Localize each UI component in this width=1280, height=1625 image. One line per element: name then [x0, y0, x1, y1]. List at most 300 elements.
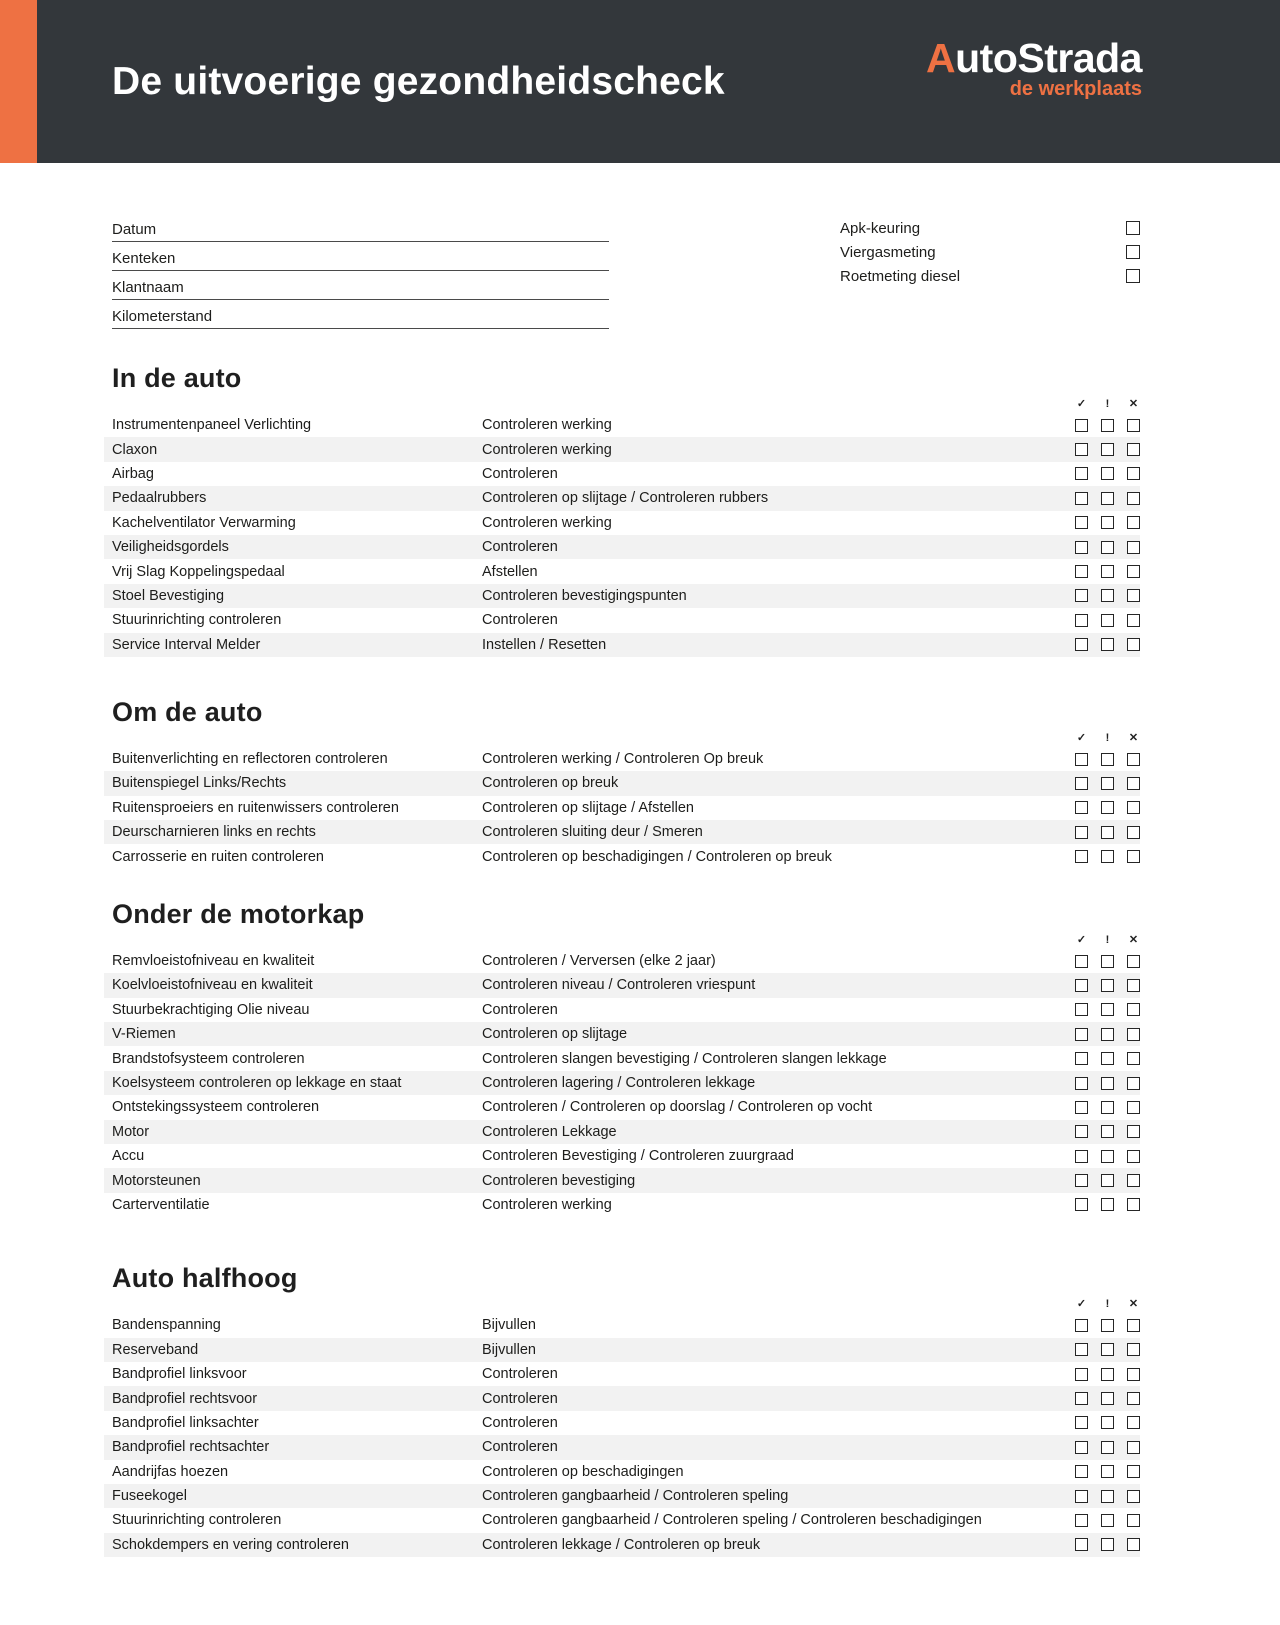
check-ok-checkbox[interactable]: [1075, 1101, 1088, 1114]
check-warn-checkbox[interactable]: [1101, 589, 1114, 602]
check-group: [1075, 541, 1140, 554]
check-column-header: [104, 397, 1140, 411]
table-row: [104, 796, 1140, 820]
check-fail-checkbox[interactable]: [1127, 1028, 1140, 1041]
check-ok-checkbox[interactable]: [1075, 638, 1088, 651]
check-group: [1075, 443, 1140, 456]
option-label: Viergasmeting: [840, 243, 936, 261]
check-fail-checkbox[interactable]: [1127, 1125, 1140, 1138]
check-fail-checkbox[interactable]: [1127, 1392, 1140, 1405]
check-fail-checkbox[interactable]: [1127, 492, 1140, 505]
check-group: [1075, 955, 1140, 968]
check-warn-checkbox[interactable]: [1101, 1174, 1114, 1187]
check-warn-checkbox[interactable]: [1101, 753, 1114, 766]
item-label: Brandstofsysteem controleren: [112, 1050, 305, 1067]
check-fail-checkbox[interactable]: [1127, 1150, 1140, 1163]
item-label: Remvloeistofniveau en kwaliteit: [112, 953, 315, 970]
check-ok-checkbox[interactable]: [1075, 777, 1088, 790]
check-warn-checkbox[interactable]: [1101, 1514, 1114, 1527]
section-rows: [104, 413, 1140, 657]
check-warn-checkbox[interactable]: [1101, 1392, 1114, 1405]
check-ok-checkbox[interactable]: [1075, 850, 1088, 863]
check-fail-checkbox[interactable]: [1127, 1077, 1140, 1090]
action-label: Controleren op slijtage / Controleren rubbers: [482, 490, 769, 507]
table-row: [104, 1533, 1140, 1557]
check-group: [1075, 467, 1140, 480]
item-label: Schokdempers en vering controleren: [112, 1536, 349, 1553]
table-row: [104, 486, 1140, 510]
check-group: [1075, 777, 1140, 790]
table-row: [104, 1435, 1140, 1459]
check-ok-checkbox[interactable]: [1075, 1052, 1088, 1065]
item-label: Fuseekogel: [112, 1488, 187, 1505]
check-fail-checkbox[interactable]: [1127, 467, 1140, 480]
check-warn-checkbox[interactable]: [1101, 1198, 1114, 1211]
action-label: Controleren / Verversen (elke 2 jaar): [482, 953, 716, 970]
check-group: [1075, 1125, 1140, 1138]
check-group: [1075, 1392, 1140, 1405]
check-fail-checkbox[interactable]: [1127, 753, 1140, 766]
check-warn-checkbox[interactable]: [1101, 1465, 1114, 1478]
check-fail-checkbox[interactable]: [1127, 1003, 1140, 1016]
action-label: Controleren / Controleren op doorslag / Controleren op vocht: [482, 1099, 873, 1116]
check-group: [1075, 826, 1140, 839]
action-label: Controleren: [482, 1439, 558, 1456]
item-label: V-Riemen: [112, 1026, 176, 1043]
item-label: Ruitensproeiers en ruitenwissers controleren: [112, 799, 399, 816]
table-row: [104, 1193, 1140, 1217]
check-group: [1075, 638, 1140, 651]
check-ok-checkbox[interactable]: [1075, 1125, 1088, 1138]
table-row: [104, 973, 1140, 997]
check-ok-checkbox[interactable]: [1075, 1343, 1088, 1356]
check-warn-checkbox[interactable]: [1101, 1416, 1114, 1429]
item-label: Service Interval Melder: [112, 636, 261, 653]
item-label: Bandprofiel rechtsvoor: [112, 1390, 258, 1407]
table-row: [104, 1313, 1140, 1337]
check-group: [1075, 1028, 1140, 1041]
check-ok-icon: ✓: [1076, 731, 1087, 744]
check-ok-checkbox[interactable]: [1075, 753, 1088, 766]
table-row: [104, 1508, 1140, 1532]
table-row: [104, 633, 1140, 657]
table-row: [104, 771, 1140, 795]
section-in-de-auto: [104, 363, 1140, 657]
check-warn-checkbox[interactable]: [1101, 1003, 1114, 1016]
klantnaam-field[interactable]: [112, 271, 609, 300]
check-warn-icon: !: [1105, 398, 1110, 410]
check-group: [1075, 753, 1140, 766]
item-label: Bandenspanning: [112, 1317, 221, 1334]
table-row: [104, 747, 1140, 771]
check-ok-checkbox[interactable]: [1075, 565, 1088, 578]
check-ok-icon: ✓: [1076, 1298, 1087, 1311]
section-title: Onder de motorkap: [112, 898, 365, 929]
table-row: [104, 1120, 1140, 1144]
check-fail-checkbox[interactable]: [1127, 1465, 1140, 1478]
check-ok-checkbox[interactable]: [1075, 826, 1088, 839]
check-ok-icon: ✓: [1076, 933, 1087, 946]
item-label: Accu: [112, 1148, 145, 1165]
action-label: Controleren: [482, 612, 558, 629]
check-warn-checkbox[interactable]: [1101, 516, 1114, 529]
check-fail-checkbox[interactable]: [1127, 516, 1140, 529]
action-label: Controleren gangbaarheid / Controleren speling: [482, 1488, 789, 1505]
check-group: [1075, 1416, 1140, 1429]
table-row: [104, 1046, 1140, 1070]
check-warn-checkbox[interactable]: [1101, 1343, 1114, 1356]
field-label: Klantnaam: [112, 279, 184, 296]
table-row: [104, 820, 1140, 844]
action-label: Controleren: [482, 465, 558, 482]
check-fail-checkbox[interactable]: [1127, 638, 1140, 651]
check-warn-checkbox[interactable]: [1101, 1052, 1114, 1065]
check-fail-checkbox[interactable]: [1127, 955, 1140, 968]
check-group: [1075, 1077, 1140, 1090]
item-label: Pedaalrubbers: [112, 490, 207, 507]
table-row: [104, 559, 1140, 583]
datum-field[interactable]: [112, 213, 609, 242]
action-label: Bijvullen: [482, 1341, 536, 1358]
item-label: Aandrijfas hoezen: [112, 1463, 229, 1480]
check-group: [1075, 1003, 1140, 1016]
check-warn-checkbox[interactable]: [1101, 467, 1114, 480]
check-fail-checkbox[interactable]: [1127, 826, 1140, 839]
action-label: Controleren op breuk: [482, 775, 619, 792]
check-warn-checkbox[interactable]: [1101, 955, 1114, 968]
check-ok-checkbox[interactable]: [1075, 1490, 1088, 1503]
table-row: [104, 1144, 1140, 1168]
check-group: [1075, 1368, 1140, 1381]
page-header: [0, 0, 1280, 163]
check-ok-checkbox[interactable]: [1075, 589, 1088, 602]
field-label: Datum: [112, 221, 157, 238]
check-group: [1075, 492, 1140, 505]
check-warn-icon: !: [1105, 1298, 1110, 1311]
option-row: [840, 216, 1140, 240]
check-ok-checkbox[interactable]: [1075, 492, 1088, 505]
action-label: Controleren bevestigingspunten: [482, 587, 687, 604]
inspection-options: [840, 213, 1140, 329]
table-row: [104, 413, 1140, 437]
check-group: [1075, 1101, 1140, 1114]
table-row: [104, 535, 1140, 559]
action-label: Controleren niveau / Controleren vriespunt: [482, 977, 756, 994]
check-fail-checkbox[interactable]: [1127, 979, 1140, 992]
item-label: Stuurinrichting controleren: [112, 612, 282, 629]
sections: [104, 363, 1140, 1557]
check-ok-checkbox[interactable]: [1075, 614, 1088, 627]
check-warn-checkbox[interactable]: [1101, 1077, 1114, 1090]
check-warn-checkbox[interactable]: [1101, 777, 1114, 790]
check-warn-checkbox[interactable]: [1101, 1101, 1114, 1114]
check-warn-checkbox[interactable]: [1101, 541, 1114, 554]
check-warn-checkbox[interactable]: [1101, 1319, 1114, 1332]
item-label: Stuurbekrachtiging Olie niveau: [112, 1001, 310, 1018]
check-ok-checkbox[interactable]: [1075, 541, 1088, 554]
action-label: Controleren Bevestiging / Controleren zuurgraad: [482, 1148, 794, 1165]
item-label: Carterventilatie: [112, 1196, 210, 1213]
option-label: Roetmeting diesel: [840, 267, 961, 285]
check-ok-checkbox[interactable]: [1075, 801, 1088, 814]
field-label: Kilometerstand: [112, 308, 213, 325]
action-label: Controleren: [482, 1390, 558, 1407]
check-group: [1075, 1514, 1140, 1527]
action-label: Controleren slangen bevestiging / Controleren slangen lekkage: [482, 1050, 887, 1067]
kenteken-field[interactable]: [112, 242, 609, 271]
item-label: Kachelventilator Verwarming: [112, 514, 296, 531]
check-group: [1075, 565, 1140, 578]
action-label: Controleren lekkage / Controleren op breuk: [482, 1536, 761, 1553]
section-title: Auto halfhoog: [112, 1263, 298, 1294]
table-row: [104, 1484, 1140, 1508]
check-warn-checkbox[interactable]: [1101, 1028, 1114, 1041]
action-label: Controleren Lekkage: [482, 1123, 617, 1140]
check-warn-checkbox[interactable]: [1101, 850, 1114, 863]
check-column-header: [104, 933, 1140, 947]
check-ok-checkbox[interactable]: [1075, 1003, 1088, 1016]
check-group: [1075, 1343, 1140, 1356]
autostrada-logo: [926, 36, 1142, 101]
check-group: [1075, 1490, 1140, 1503]
item-label: Buitenspiegel Links/Rechts: [112, 775, 287, 792]
check-ok-checkbox[interactable]: [1075, 1077, 1088, 1090]
action-label: Controleren werking: [482, 441, 612, 458]
action-label: Controleren bevestiging: [482, 1172, 636, 1189]
check-warn-checkbox[interactable]: [1101, 1538, 1114, 1551]
table-row: [104, 998, 1140, 1022]
check-warn-checkbox[interactable]: [1101, 826, 1114, 839]
table-row: [104, 844, 1140, 868]
check-ok-checkbox[interactable]: [1075, 1150, 1088, 1163]
check-fail-checkbox[interactable]: [1127, 850, 1140, 863]
check-fail-icon: ✕: [1128, 933, 1139, 946]
check-fail-checkbox[interactable]: [1127, 777, 1140, 790]
table-row: [104, 608, 1140, 632]
check-group: [1075, 1052, 1140, 1065]
action-label: Afstellen: [482, 563, 538, 580]
check-group: [1075, 1465, 1140, 1478]
check-group: [1075, 1441, 1140, 1454]
check-warn-icon: !: [1105, 731, 1110, 744]
action-label: Instellen / Resetten: [482, 636, 607, 653]
viergasmeting-checkbox[interactable]: [1126, 245, 1140, 259]
check-group: [1075, 516, 1140, 529]
check-fail-checkbox[interactable]: [1127, 1441, 1140, 1454]
action-label: Controleren lagering / Controleren lekkage: [482, 1075, 756, 1091]
check-ok-checkbox[interactable]: [1075, 1514, 1088, 1527]
check-fail-checkbox[interactable]: [1127, 801, 1140, 814]
item-label: Stoel Bevestiging: [112, 587, 225, 604]
option-label: Apk-keuring: [840, 219, 921, 237]
table-row: [104, 1095, 1140, 1119]
check-ok-checkbox[interactable]: [1075, 1538, 1088, 1551]
check-fail-checkbox[interactable]: [1127, 1319, 1140, 1332]
action-label: Controleren werking / Controleren Op breuk: [482, 751, 764, 768]
check-fail-checkbox[interactable]: [1127, 565, 1140, 578]
check-fail-checkbox[interactable]: [1127, 1490, 1140, 1503]
check-fail-icon: ✕: [1128, 398, 1139, 410]
action-label: Controleren op slijtage / Afstellen: [482, 799, 694, 816]
check-group: [1075, 589, 1140, 602]
field-label: Kenteken: [112, 250, 176, 267]
item-label: Motorsteunen: [112, 1172, 201, 1189]
action-label: Controleren werking: [482, 417, 612, 434]
item-label: Bandprofiel linksvoor: [112, 1366, 247, 1383]
section-om-de-auto: [104, 697, 1140, 869]
check-warn-checkbox[interactable]: [1101, 1490, 1114, 1503]
check-warn-checkbox[interactable]: [1101, 492, 1114, 505]
section-rows: [104, 747, 1140, 869]
table-row: [104, 1168, 1140, 1192]
check-group: [1075, 1174, 1140, 1187]
check-ok-checkbox[interactable]: [1075, 1368, 1088, 1381]
item-label: Airbag: [112, 465, 154, 482]
check-ok-checkbox[interactable]: [1075, 1441, 1088, 1454]
check-group: [1075, 979, 1140, 992]
option-row: [840, 264, 1140, 288]
check-ok-checkbox[interactable]: [1075, 1392, 1088, 1405]
check-warn-icon: !: [1105, 933, 1110, 946]
check-ok-checkbox[interactable]: [1075, 516, 1088, 529]
action-label: Controleren werking: [482, 1196, 612, 1213]
table-row: [104, 949, 1140, 973]
action-label: Controleren op beschadigingen / Controleren op breuk: [482, 848, 832, 865]
check-group: [1075, 419, 1140, 432]
check-fail-checkbox[interactable]: [1127, 589, 1140, 602]
check-warn-checkbox[interactable]: [1101, 419, 1114, 432]
action-label: Controleren werking: [482, 514, 612, 531]
check-group: [1075, 1538, 1140, 1551]
check-warn-checkbox[interactable]: [1101, 443, 1114, 456]
check-ok-checkbox[interactable]: [1075, 1174, 1088, 1187]
check-ok-checkbox[interactable]: [1075, 1198, 1088, 1211]
check-ok-checkbox[interactable]: [1075, 1416, 1088, 1429]
check-warn-checkbox[interactable]: [1101, 1441, 1114, 1454]
check-group: [1075, 1198, 1140, 1211]
section-rows: [104, 949, 1140, 1217]
item-label: Bandprofiel linksachter: [112, 1414, 259, 1431]
check-group: [1075, 801, 1140, 814]
logo-subtitle: de werkplaats: [1009, 78, 1142, 101]
check-warn-checkbox[interactable]: [1101, 1125, 1114, 1138]
check-ok-checkbox[interactable]: [1075, 955, 1088, 968]
check-group: [1075, 1150, 1140, 1163]
check-fail-icon: ✕: [1128, 731, 1139, 744]
check-ok-checkbox[interactable]: [1075, 1319, 1088, 1332]
item-label: Instrumentenpaneel Verlichting: [112, 417, 312, 434]
form-area: [104, 213, 1140, 329]
apk-keuring-checkbox[interactable]: [1126, 221, 1140, 235]
item-label: Veiligheidsgordels: [112, 539, 229, 556]
check-column-header: [104, 731, 1140, 745]
table-row: [104, 1071, 1140, 1095]
check-fail-checkbox[interactable]: [1127, 443, 1140, 456]
check-fail-checkbox[interactable]: [1127, 614, 1140, 627]
item-label: Koelvloeistofniveau en kwaliteit: [112, 977, 313, 994]
action-label: Controleren sluiting deur / Smeren: [482, 824, 703, 841]
item-label: Motor: [112, 1123, 150, 1140]
action-label: Controleren: [482, 1001, 558, 1018]
check-group: [1075, 614, 1140, 627]
check-fail-checkbox[interactable]: [1127, 541, 1140, 554]
page-title: De uitvoerige gezondheidscheck: [112, 59, 725, 103]
check-ok-checkbox[interactable]: [1075, 467, 1088, 480]
check-fail-checkbox[interactable]: [1127, 1101, 1140, 1114]
accent-strip: [0, 0, 37, 163]
check-ok-checkbox[interactable]: [1075, 419, 1088, 432]
check-warn-checkbox[interactable]: [1101, 979, 1114, 992]
option-row: [840, 240, 1140, 264]
check-warn-checkbox[interactable]: [1101, 1150, 1114, 1163]
action-label: Controleren: [482, 539, 558, 556]
check-fail-checkbox[interactable]: [1127, 1538, 1140, 1551]
item-label: Claxon: [112, 441, 158, 458]
check-fail-checkbox[interactable]: [1127, 1343, 1140, 1356]
section-title: In de auto: [112, 363, 242, 393]
section-onder-de-motorkap: [104, 899, 1140, 1217]
check-fail-checkbox[interactable]: [1127, 1174, 1140, 1187]
item-label: Buitenverlichting en reflectoren controleren: [112, 751, 388, 768]
check-fail-icon: ✕: [1128, 1298, 1139, 1311]
item-label: Deurscharnieren links en rechts: [112, 824, 316, 841]
check-fail-checkbox[interactable]: [1127, 1416, 1140, 1429]
table-row: [104, 437, 1140, 461]
item-label: Carrosserie en ruiten controleren: [112, 848, 324, 865]
check-fail-checkbox[interactable]: [1127, 419, 1140, 432]
item-label: Bandprofiel rechtsachter: [112, 1439, 270, 1456]
action-label: Controleren gangbaarheid / Controleren speling / Controleren beschadigingen: [482, 1512, 982, 1529]
section-title: Om de auto: [112, 696, 263, 727]
kilometerstand-field[interactable]: [112, 300, 609, 329]
check-ok-checkbox[interactable]: [1075, 1465, 1088, 1478]
item-label: Stuurinrichting controleren: [112, 1512, 282, 1529]
item-label: Ontstekingssysteem controleren: [112, 1099, 320, 1116]
section-rows: [104, 1313, 1140, 1557]
action-label: Controleren: [482, 1414, 558, 1431]
check-ok-checkbox[interactable]: [1075, 443, 1088, 456]
content: [104, 213, 1140, 1557]
form-fields: [112, 213, 609, 329]
check-column-header: [104, 1297, 1140, 1311]
table-row: [104, 462, 1140, 486]
check-fail-checkbox[interactable]: [1127, 1514, 1140, 1527]
section-auto-halfhoog: [104, 1263, 1140, 1557]
table-row: [104, 1362, 1140, 1386]
check-warn-checkbox[interactable]: [1101, 801, 1114, 814]
table-row: [104, 1022, 1140, 1046]
item-label: Vrij Slag Koppelingspedaal: [112, 563, 285, 580]
check-warn-checkbox[interactable]: [1101, 614, 1114, 627]
check-fail-checkbox[interactable]: [1127, 1368, 1140, 1381]
table-row: [104, 1338, 1140, 1362]
table-row: [104, 1411, 1140, 1435]
check-fail-checkbox[interactable]: [1127, 1198, 1140, 1211]
check-fail-checkbox[interactable]: [1127, 1052, 1140, 1065]
check-ok-checkbox[interactable]: [1075, 1028, 1088, 1041]
check-warn-checkbox[interactable]: [1101, 1368, 1114, 1381]
table-row: [104, 1460, 1140, 1484]
check-group: [1075, 850, 1140, 863]
check-warn-checkbox[interactable]: [1101, 638, 1114, 651]
item-label: Reserveband: [112, 1341, 199, 1358]
check-warn-checkbox[interactable]: [1101, 565, 1114, 578]
action-label: Controleren: [482, 1366, 558, 1383]
check-ok-icon: ✓: [1076, 398, 1087, 410]
roetmeting-diesel-checkbox[interactable]: [1126, 269, 1140, 283]
action-label: Bijvullen: [482, 1317, 536, 1334]
check-ok-checkbox[interactable]: [1075, 979, 1088, 992]
